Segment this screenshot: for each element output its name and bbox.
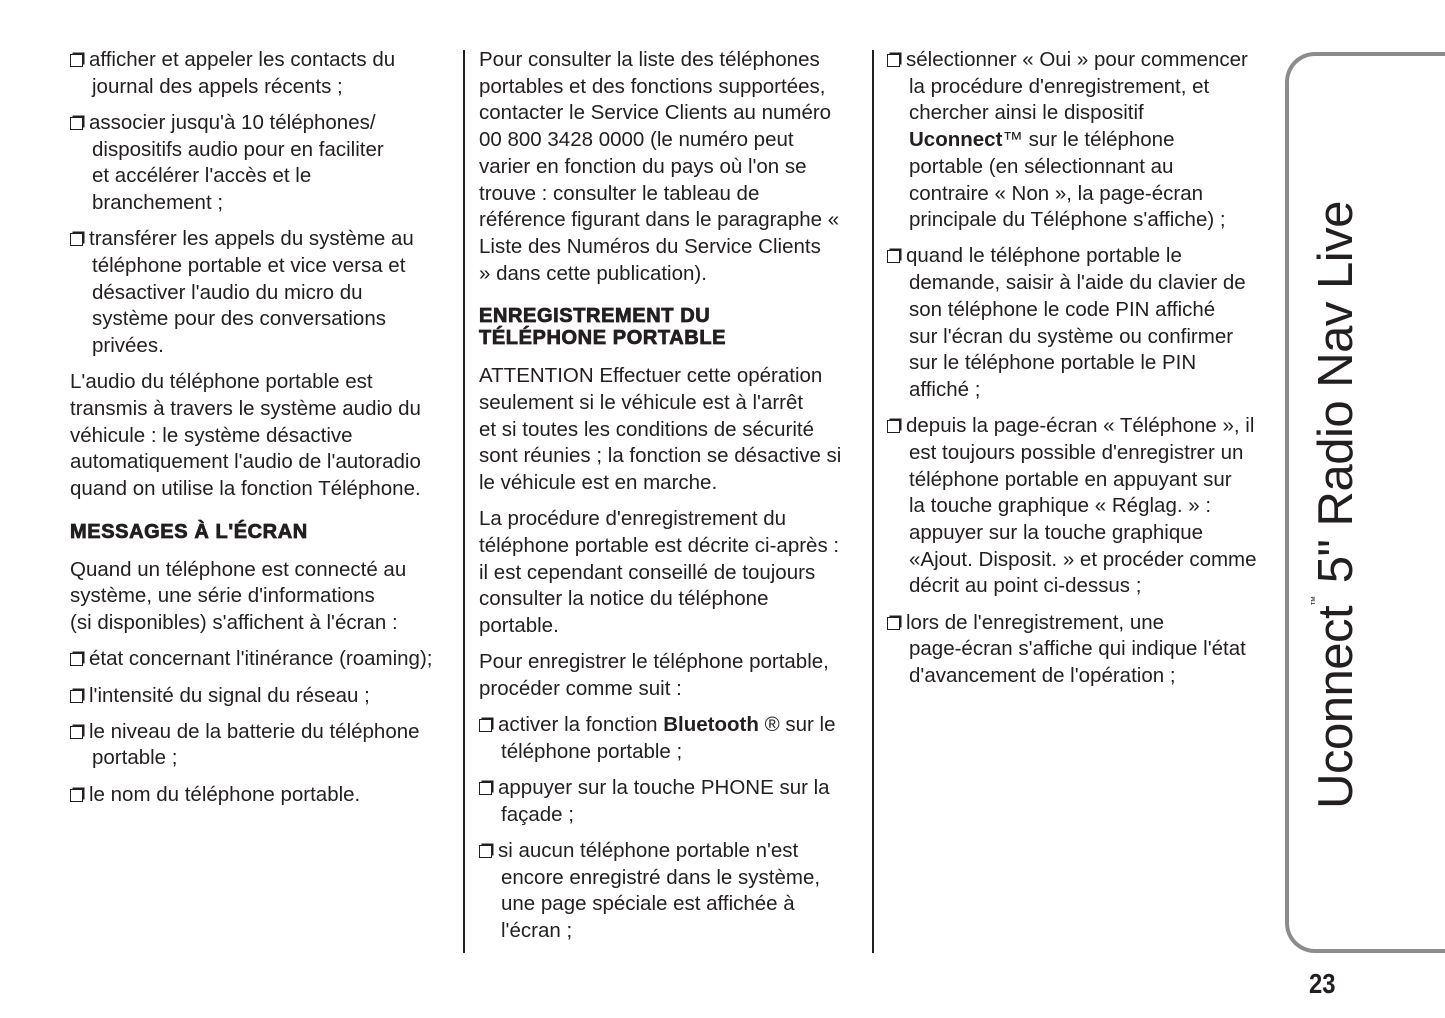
column-2 [479,47,864,954]
text-line [479,154,864,181]
text-line [887,547,1272,574]
checkbox-bullet-icon [70,117,83,130]
text-line [70,521,455,543]
text-segment: trouve : consulter le tableau de [479,181,760,205]
text-line [887,493,1272,520]
text-segment: demande, saisir à l'aide du clavier de [909,271,1246,295]
text-segment: le véhicule est en marche. [479,471,718,495]
text-segment: Liste des Numéros du Service Clients [479,234,821,258]
bullet-item [479,712,864,765]
paragraph [479,649,864,702]
text-segment: téléphone portable en appuyant sur [909,467,1232,491]
checkbox-bullet-icon [70,690,83,703]
bullet-item [70,719,455,772]
text-line [887,74,1272,101]
bullet-item [479,775,864,828]
text-segment: Quand un téléphone est connecté au [70,557,407,581]
text-segment: appuyer sur la touche graphique [909,520,1204,544]
checkbox-bullet-icon [887,420,900,433]
text-segment: quand on utilise la fonction Téléphone. [70,477,421,501]
text-segment: décrit au point ci-dessus ; [909,574,1142,598]
text-segment: ENREGISTREMENT DU [479,305,711,328]
text-line [70,163,455,190]
text-line [479,739,864,766]
text-segment: le nom du téléphone portable. [89,782,361,806]
text-segment: référence figurant dans le paragraphe « [479,208,840,232]
text-segment: La procédure d'enregistrement du [479,507,787,531]
text-line [479,533,864,560]
text-line [887,350,1272,377]
text-line [479,74,864,101]
bullet-item [887,610,1272,690]
text-line [70,396,455,423]
checkbox-bullet-icon [887,250,900,263]
text-segment: véhicule : le système désactive [70,423,353,447]
column-divider [463,50,465,953]
text-line [70,449,455,476]
bold-text: Bluetooth [663,713,759,737]
column-divider [872,50,874,953]
text-line [887,154,1272,181]
text-segment: varier en fonction du pays où l'on se [479,154,807,178]
checkbox-bullet-icon [887,617,900,630]
text-segment: consulter la notice du téléphone [479,587,769,611]
text-line [70,47,455,74]
text-segment: appuyer sur la touche PHONE sur la [498,776,830,800]
checkbox-bullet-icon [70,653,83,666]
text-line [479,802,864,829]
text-segment: le niveau de la batterie du téléphone [89,719,420,743]
text-segment: portable (en sélectionnant au [909,154,1174,178]
bullet-item [70,110,455,217]
text-line [479,390,864,417]
text-line [479,560,864,587]
text-line [70,557,455,584]
text-segment: état concernant l'itinérance (roaming); [89,647,433,671]
section-heading [70,521,455,543]
text-line [479,506,864,533]
text-segment: téléphone portable et vice versa et [92,253,406,277]
text-line [887,100,1272,127]
checkbox-bullet-icon [70,726,83,739]
text-line [479,649,864,676]
text-line [887,243,1272,270]
text-segment: ™ sur le téléphone [1002,128,1175,152]
text-line [70,745,455,772]
text-segment: ATTENTION Effectuer cette opération [479,364,823,388]
bullet-item [887,413,1272,600]
text-line [70,280,455,307]
paragraph [70,557,455,637]
text-segment: et accélérer l'accès et le [92,164,312,188]
text-segment: sur l'écran du système ou confirmer [909,324,1234,348]
text-segment: d'avancement de l'opération ; [909,663,1176,687]
bullet-item [887,243,1272,403]
text-segment: journal des appels récents ; [92,74,343,98]
paragraph [479,506,864,640]
page-number: 23 [1309,968,1336,999]
checkbox-bullet-icon [479,719,492,732]
text-line [479,443,864,470]
text-segment: associer jusqu'à 10 téléphones/ [89,110,376,134]
text-segment: l'intensité du signal du réseau ; [89,683,370,707]
text-line [70,610,455,637]
chapter-tab-title [1308,201,1364,809]
bullet-item [479,838,864,945]
text-line [887,467,1272,494]
text-line [479,918,864,945]
paragraph [479,363,864,497]
text-line [479,327,864,349]
text-segment: encore enregistré dans le système, [501,865,821,889]
text-segment: » dans cette publication). [479,261,707,285]
text-line [887,181,1272,208]
text-line [70,782,455,809]
text-segment: activer la fonction [498,713,664,737]
text-line [70,74,455,101]
checkbox-bullet-icon [887,54,900,67]
text-segment: la procédure d'enregistrement, et [909,74,1210,98]
text-segment: et si toutes les conditions de sécurité [479,417,815,441]
text-line [479,775,864,802]
text-line [70,226,455,253]
text-segment: il est cependant conseillé de toujours [479,560,816,584]
text-line [887,127,1272,154]
text-line [887,47,1272,74]
text-line [887,663,1272,690]
text-line [479,676,864,703]
tab-title-rest: 5" Radio Nav Live [1309,201,1363,597]
text-segment: téléphone portable est décrite ci-après : [479,534,840,558]
text-segment: sélectionner « Oui » pour commencer [906,48,1248,71]
text-line [70,423,455,450]
text-line [887,440,1272,467]
text-segment: la touche graphique « Réglag. » : [909,494,1212,518]
text-segment: son téléphone le code PIN affiché [909,297,1216,321]
text-segment: portable. [479,614,559,638]
text-line [70,683,455,710]
text-segment: l'écran ; [501,919,573,943]
text-segment: chercher ainsi le dispositif [909,101,1144,125]
text-line [479,47,864,74]
text-line [887,207,1272,234]
checkbox-bullet-icon [479,845,492,858]
text-segment: contacter le Service Clients au numéro [479,101,832,125]
text-segment: privées. [92,334,164,358]
tab-title-trademark: ™ [1310,596,1321,606]
bold-text: Uconnect [909,128,1003,152]
bullet-item [70,226,455,360]
text-line [887,297,1272,324]
text-line [479,261,864,288]
text-line [70,306,455,333]
checkbox-bullet-icon [70,233,83,246]
text-segment: système, une série d'informations [70,584,375,608]
text-line [887,270,1272,297]
text-segment: portables et des fonctions supportées, [479,74,826,98]
text-segment: portable ; [92,746,178,770]
text-segment: ® sur le [758,713,836,737]
text-segment: Pour consulter la liste des téléphones [479,48,820,71]
text-segment: MESSAGES À L'ÉCRAN [70,520,308,543]
checkbox-bullet-icon [70,789,83,802]
bullet-item [887,47,1272,234]
text-line [479,470,864,497]
text-line [70,137,455,164]
checkbox-bullet-icon [70,54,83,67]
column-1 [70,47,455,818]
tab-title-brand: Uconnect [1309,605,1363,809]
text-line [70,583,455,610]
text-line [479,100,864,127]
bullet-item [70,683,455,710]
text-segment: «Ajout. Disposit. » et procéder comme [909,547,1257,571]
text-line [479,417,864,444]
text-segment: (si disponibles) s'affichent à l'écran : [70,611,398,635]
text-segment: sur le téléphone portable le PIN [909,351,1197,375]
text-line [479,127,864,154]
paragraph [479,47,864,287]
text-segment: procéder comme suit : [479,677,682,701]
text-segment: façade ; [501,802,574,826]
checkbox-bullet-icon [479,782,492,795]
text-line [479,891,864,918]
text-line [70,253,455,280]
text-segment: principale du Téléphone s'affiche) ; [909,208,1226,232]
text-line [479,181,864,208]
text-segment: page-écran s'affiche qui indique l'état [909,637,1246,661]
text-line [479,234,864,261]
bullet-item [70,782,455,809]
bullet-item [70,646,455,673]
text-segment: Pour enregistrer le téléphone portable, [479,650,829,674]
text-segment: si aucun téléphone portable n'est [498,839,799,863]
text-line [479,838,864,865]
text-line [70,646,455,673]
text-segment: téléphone portable ; [501,739,683,763]
text-segment: depuis la page-écran « Téléphone », il [906,414,1255,438]
text-segment: seulement si le véhicule est à l'arrêt [479,391,804,415]
text-line [70,369,455,396]
paragraph [70,369,455,503]
text-segment: TÉLÉPHONE PORTABLE [479,327,727,350]
text-segment: dispositifs audio pour en faciliter [92,137,384,161]
text-line [479,865,864,892]
text-line [887,573,1272,600]
text-line [70,333,455,360]
text-line [479,305,864,327]
text-line [70,190,455,217]
text-segment: automatiquement l'audio de l'autoradio [70,450,421,474]
bullet-item [70,47,455,100]
text-line [887,636,1272,663]
text-segment: désactiver l'audio du micro du [92,280,363,304]
text-segment: sont réunies ; la fonction se désactive si [479,444,842,468]
text-segment: système pour des conversations [92,307,386,331]
text-line [887,413,1272,440]
text-segment: transmis à travers le système audio du [70,396,421,420]
text-line [70,110,455,137]
text-segment: branchement ; [92,191,224,215]
text-segment: 00 800 3428 0000 (le numéro peut [479,128,794,152]
text-segment: transférer les appels du système au [89,227,414,251]
text-segment: contraire « Non », la page-écran [909,181,1204,205]
text-segment: une page spéciale est affichée à [501,892,795,916]
text-line [479,613,864,640]
column-3 [887,47,1272,699]
text-segment: lors de l'enregistrement, une [906,610,1165,634]
text-segment: L'audio du téléphone portable est [70,370,373,394]
text-segment: est toujours possible d'enregistrer un [909,440,1244,464]
text-line [887,610,1272,637]
section-heading [479,305,864,349]
text-line [479,363,864,390]
text-segment: quand le téléphone portable le [906,244,1182,268]
text-segment: afficher et appeler les contacts du [89,48,396,71]
text-line [70,476,455,503]
text-line [479,712,864,739]
text-line [887,520,1272,547]
text-line [887,377,1272,404]
text-line [887,324,1272,351]
text-line [70,719,455,746]
text-line [479,207,864,234]
text-segment: affiché ; [909,377,981,401]
text-line [479,586,864,613]
